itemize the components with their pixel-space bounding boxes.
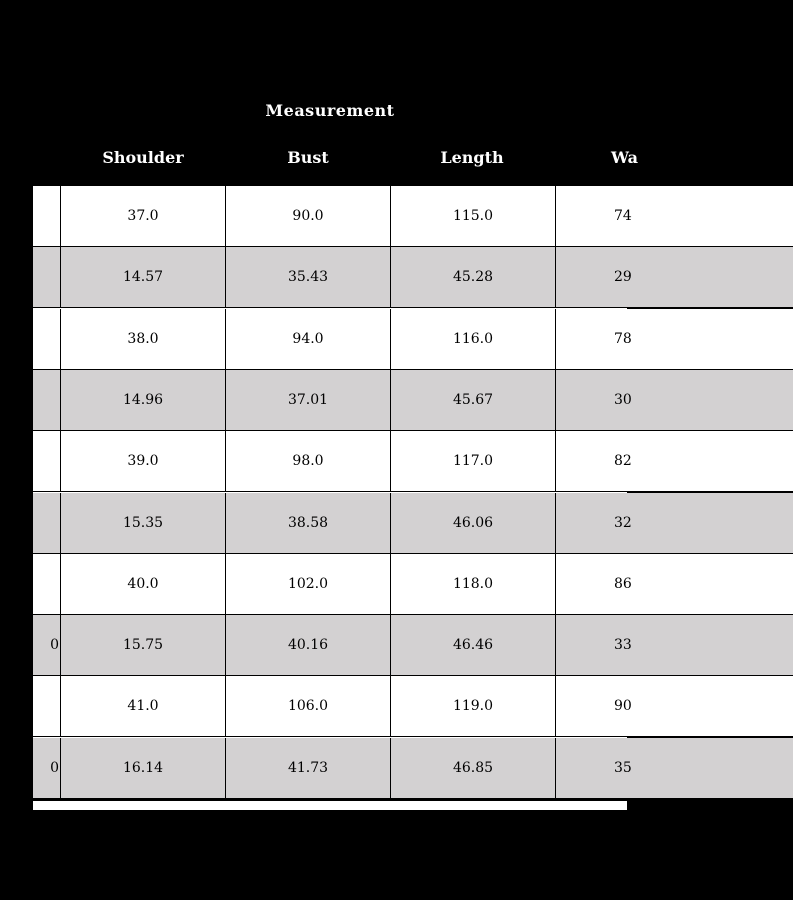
table-row xyxy=(33,431,793,492)
measurement-table xyxy=(33,186,632,810)
table-cell: 46.06 xyxy=(390,493,555,554)
table-cell: 41.0 xyxy=(60,676,225,737)
table-row xyxy=(33,615,793,676)
table-cell xyxy=(0,554,61,615)
table-cell xyxy=(0,493,61,554)
table-cell xyxy=(0,309,61,370)
table-cell: 0 xyxy=(50,637,59,653)
table-cell xyxy=(0,186,61,247)
table-row xyxy=(33,247,793,308)
table-title: Measurement xyxy=(265,101,395,120)
table-row xyxy=(33,309,793,370)
table-cell: 94.0 xyxy=(225,309,390,370)
table-cell: 117.0 xyxy=(390,431,555,492)
table-cell: 37.01 xyxy=(225,370,390,431)
table-cell: 90.0 xyxy=(225,186,390,247)
column-header-shoulder: Shoulder xyxy=(102,148,184,167)
table-cell: 16.14 xyxy=(60,738,225,799)
column-header-row xyxy=(0,148,660,172)
table-row xyxy=(33,370,793,431)
table-cell: 102.0 xyxy=(225,554,390,615)
table-cell xyxy=(0,247,61,308)
table-cell: 45.67 xyxy=(390,370,555,431)
table-cell: 41.73 xyxy=(225,738,390,799)
table-cell: 46.46 xyxy=(390,615,555,676)
table-cell: 14.96 xyxy=(60,370,225,431)
table-cell: 45.28 xyxy=(390,247,555,308)
table-cell: 37.0 xyxy=(60,186,225,247)
table-cell: 0 xyxy=(50,760,59,776)
table-cell: 78 xyxy=(555,309,720,370)
table-cell: 86 xyxy=(555,554,720,615)
table-cell: 40.16 xyxy=(225,615,390,676)
table-cell: 74 xyxy=(555,186,720,247)
table-cell: 98.0 xyxy=(225,431,390,492)
table-row xyxy=(33,676,793,737)
table-cell: 15.75 xyxy=(60,615,225,676)
column-header-length: Length xyxy=(440,148,504,167)
table-cell: 39.0 xyxy=(60,431,225,492)
table-cell: 29 xyxy=(555,247,720,308)
table-row xyxy=(33,738,793,799)
table-cell: 38.0 xyxy=(60,309,225,370)
table-row xyxy=(33,493,793,554)
table-cell: 40.0 xyxy=(60,554,225,615)
table-row xyxy=(33,186,793,247)
table-cell: 35 xyxy=(555,738,720,799)
table-cell: 15.35 xyxy=(60,493,225,554)
table-cell xyxy=(0,431,61,492)
table-row xyxy=(33,554,793,615)
table-cell: 82 xyxy=(555,431,720,492)
table-cell: 38.58 xyxy=(225,493,390,554)
table-cell: 90 xyxy=(555,676,720,737)
table-cell: 46.85 xyxy=(390,738,555,799)
column-header-bust: Bust xyxy=(287,148,329,167)
table-cell: 119.0 xyxy=(390,676,555,737)
column-header-waist: Wa xyxy=(611,148,638,167)
table-cell xyxy=(0,370,61,431)
table-cell: 32 xyxy=(555,493,720,554)
table-cell: 33 xyxy=(555,615,720,676)
table-bottom-border xyxy=(33,799,627,801)
table-cell: 30 xyxy=(555,370,720,431)
table-cell: 115.0 xyxy=(390,186,555,247)
table-cell: 106.0 xyxy=(225,676,390,737)
table-cell: 116.0 xyxy=(390,309,555,370)
table-cell: 35.43 xyxy=(225,247,390,308)
table-cell: 14.57 xyxy=(60,247,225,308)
table-cell xyxy=(0,676,61,737)
table-cell: 118.0 xyxy=(390,554,555,615)
